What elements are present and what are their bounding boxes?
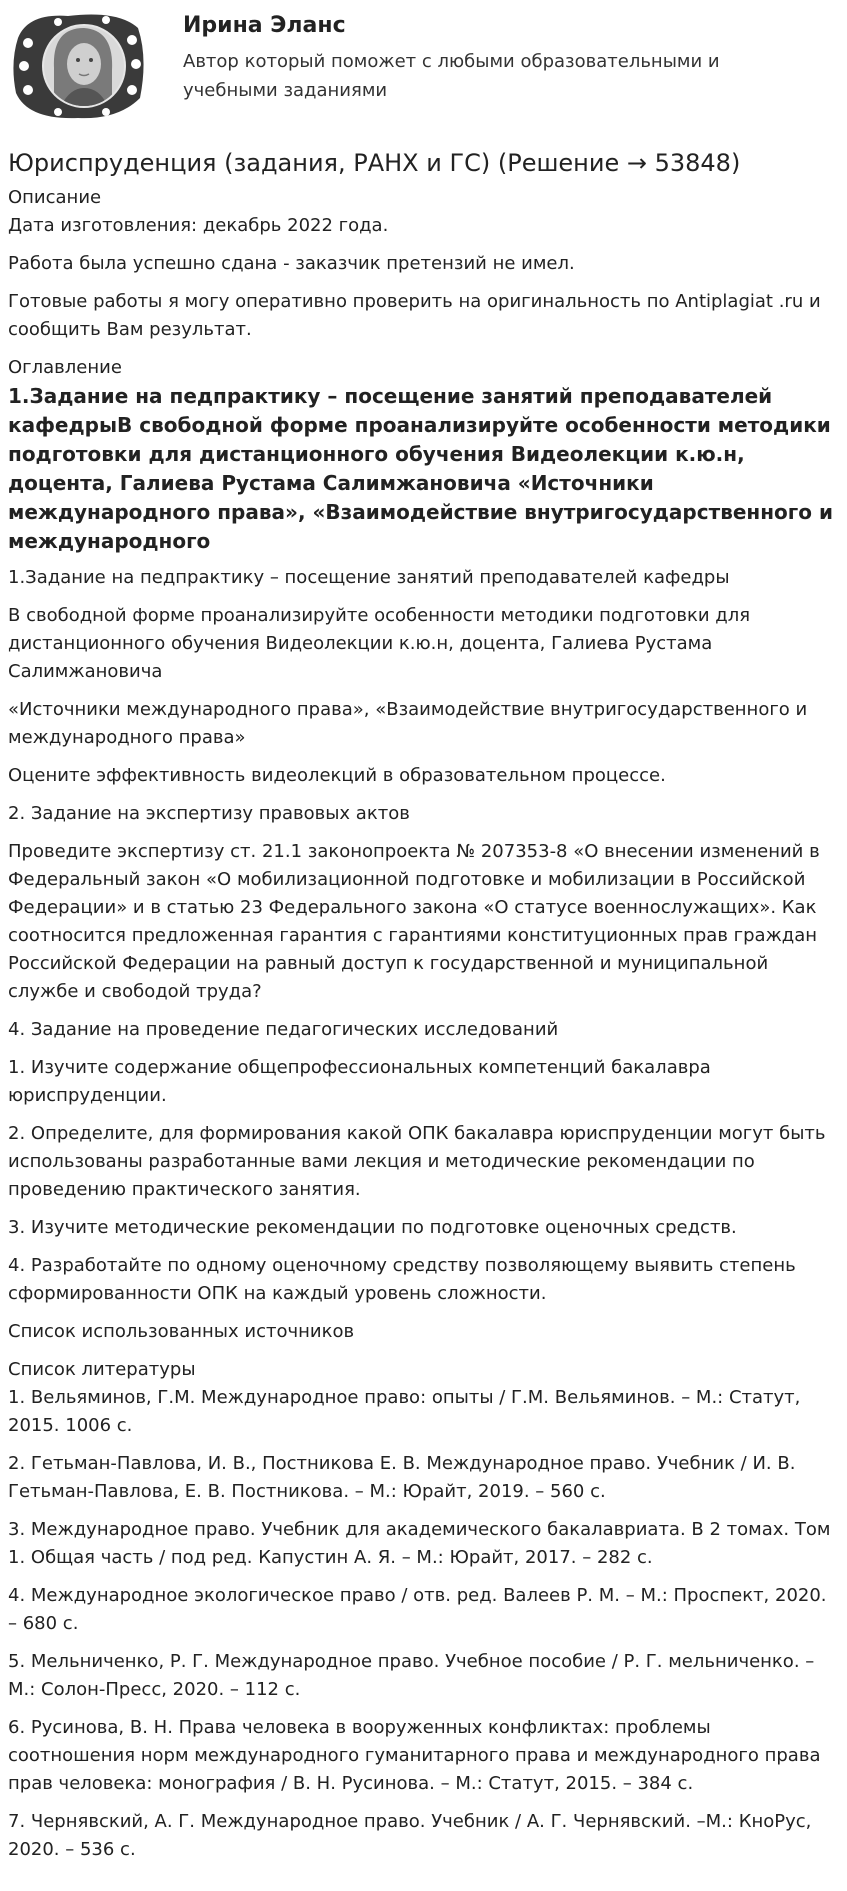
toc-heading: 1.Задание на педпрактику – посещение занятий преподавателей кафедрыВ свободной форме проанализируйте особенности методики подготовки для дистанционного обучения Видеолекции к.ю.н, доцента, Галиева Рустама Салимжановича «Источники международного права», «Взаимодействие внутригосударственного и международного (8, 384, 833, 553)
toc-label: Оглавление (8, 357, 122, 378)
description-line: Готовые работы я могу оперативно проверить на оригинальность по Antiplagiat .ru и сообщить Вам результат. (8, 291, 821, 340)
literature-item: 2. Гетьман-Павлова, И. В., Постникова Е. В. Международное право. Учебник / И. В. Гетьман-Павлова, Е. В. Постникова. – М.: Юрайт, 2019. – 560 с. (8, 1453, 796, 1502)
author-description: Автор который поможет с любыми образовательными и учебными заданиями (183, 51, 720, 101)
literature-item: 1. Вельяминов, Г.М. Международное право: опыты / Г.М. Вельяминов. – М.: Статут, 2015. 1006 с. (8, 1387, 801, 1436)
literature-item: 5. Мельниченко, Р. Г. Международное право. Учебное пособие / Р. Г. мельниченко. – М.: Солон-Пресс, 2020. – 112 с. (8, 1651, 815, 1700)
description-block (8, 212, 836, 344)
content-paragraph: 4. Разработайте по одному оценочному средству позволяющему выявить степень сформированности ОПК на каждый уровень сложности. (8, 1255, 796, 1304)
literature-item: 4. Международное экологическое право / отв. ред. Валеев Р. М. – М.: Проспект, 2020. – 680 с. (8, 1585, 827, 1634)
content-paragraphs (8, 564, 836, 1308)
main-content (8, 146, 836, 1874)
content-paragraph: «Источники международного права», «Взаимодействие внутригосударственного и международного права» (8, 699, 808, 748)
literature-item: 3. Международное право. Учебник для академического бакалавриата. В 2 томах. Том 1. Общая часть / под ред. Капустин А. Я. – М.: Юрайт, 2017. – 282 с. (8, 1519, 831, 1568)
content-paragraph: 1. Изучите содержание общепрофессиональных компетенций бакалавра юриспруденции. (8, 1057, 711, 1106)
content-paragraph: Оцените эффективность видеолекций в образовательном процессе. (8, 765, 666, 786)
author-name[interactable]: Ирина Эланс (183, 13, 346, 38)
literature-item: 6. Русинова, В. Н. Права человека в вооруженных конфликтах: проблемы соотношения норм международного гуманитарного права и международного права прав человека: монография / В. Н. Русинова. – М.: Статут, 2015. – 384 с. (8, 1717, 821, 1794)
description-line: Работа была успешно сдана - заказчик претензий не имел. (8, 253, 575, 274)
content-paragraph: 2. Задание на экспертизу правовых актов (8, 803, 410, 824)
literature-list (8, 1384, 836, 1864)
literature-label: Список литературы (8, 1359, 196, 1380)
description-line: Дата изготовления: декабрь 2022 года. (8, 215, 389, 236)
content-paragraph: 4. Задание на проведение педагогических исследований (8, 1019, 559, 1040)
author-card (0, 0, 847, 140)
content-paragraph: 3. Изучите методические рекомендации по подготовке оценочных средств. (8, 1217, 737, 1238)
author-avatar[interactable] (8, 8, 150, 124)
description-label: Описание (8, 187, 102, 208)
content-paragraph: Проведите экспертизу ст. 21.1 законопроекта № 207353-8 «О внесении изменений в Федеральный закон «О мобилизационной подготовке и мобилизации в Российской Федерации» и в статью 23 Федерального закона «О статусе военнослужащих». Как соотносится предложенная гарантия с гарантиями конституционных прав граждан Российской Федерации на равный доступ к государственной и муниципальной службе и свободой труда? (8, 841, 820, 1002)
content-paragraph: В свободной форме проанализируйте особенности методики подготовки для дистанционного обучения Видеолекции к.ю.н, доцента, Галиева Рустама Салимжановича (8, 605, 751, 682)
literature-item: 7. Чернявский, А. Г. Международное право. Учебник / А. Г. Чернявский. –М.: КноРус, 2020. – 536 с. (8, 1811, 812, 1860)
content-paragraph: 1.Задание на педпрактику – посещение занятий преподавателей кафедры (8, 567, 730, 588)
page-title: Юриспруденция (задания, РАНХ и ГС) (Решение → 53848) (8, 149, 741, 177)
sources-label: Список использованных источников (8, 1321, 355, 1342)
content-paragraph: 2. Определите, для формирования какой ОПК бакалавра юриспруденции могут быть использованы разработанные вами лекция и методические рекомендации по проведению практического занятия. (8, 1123, 826, 1200)
